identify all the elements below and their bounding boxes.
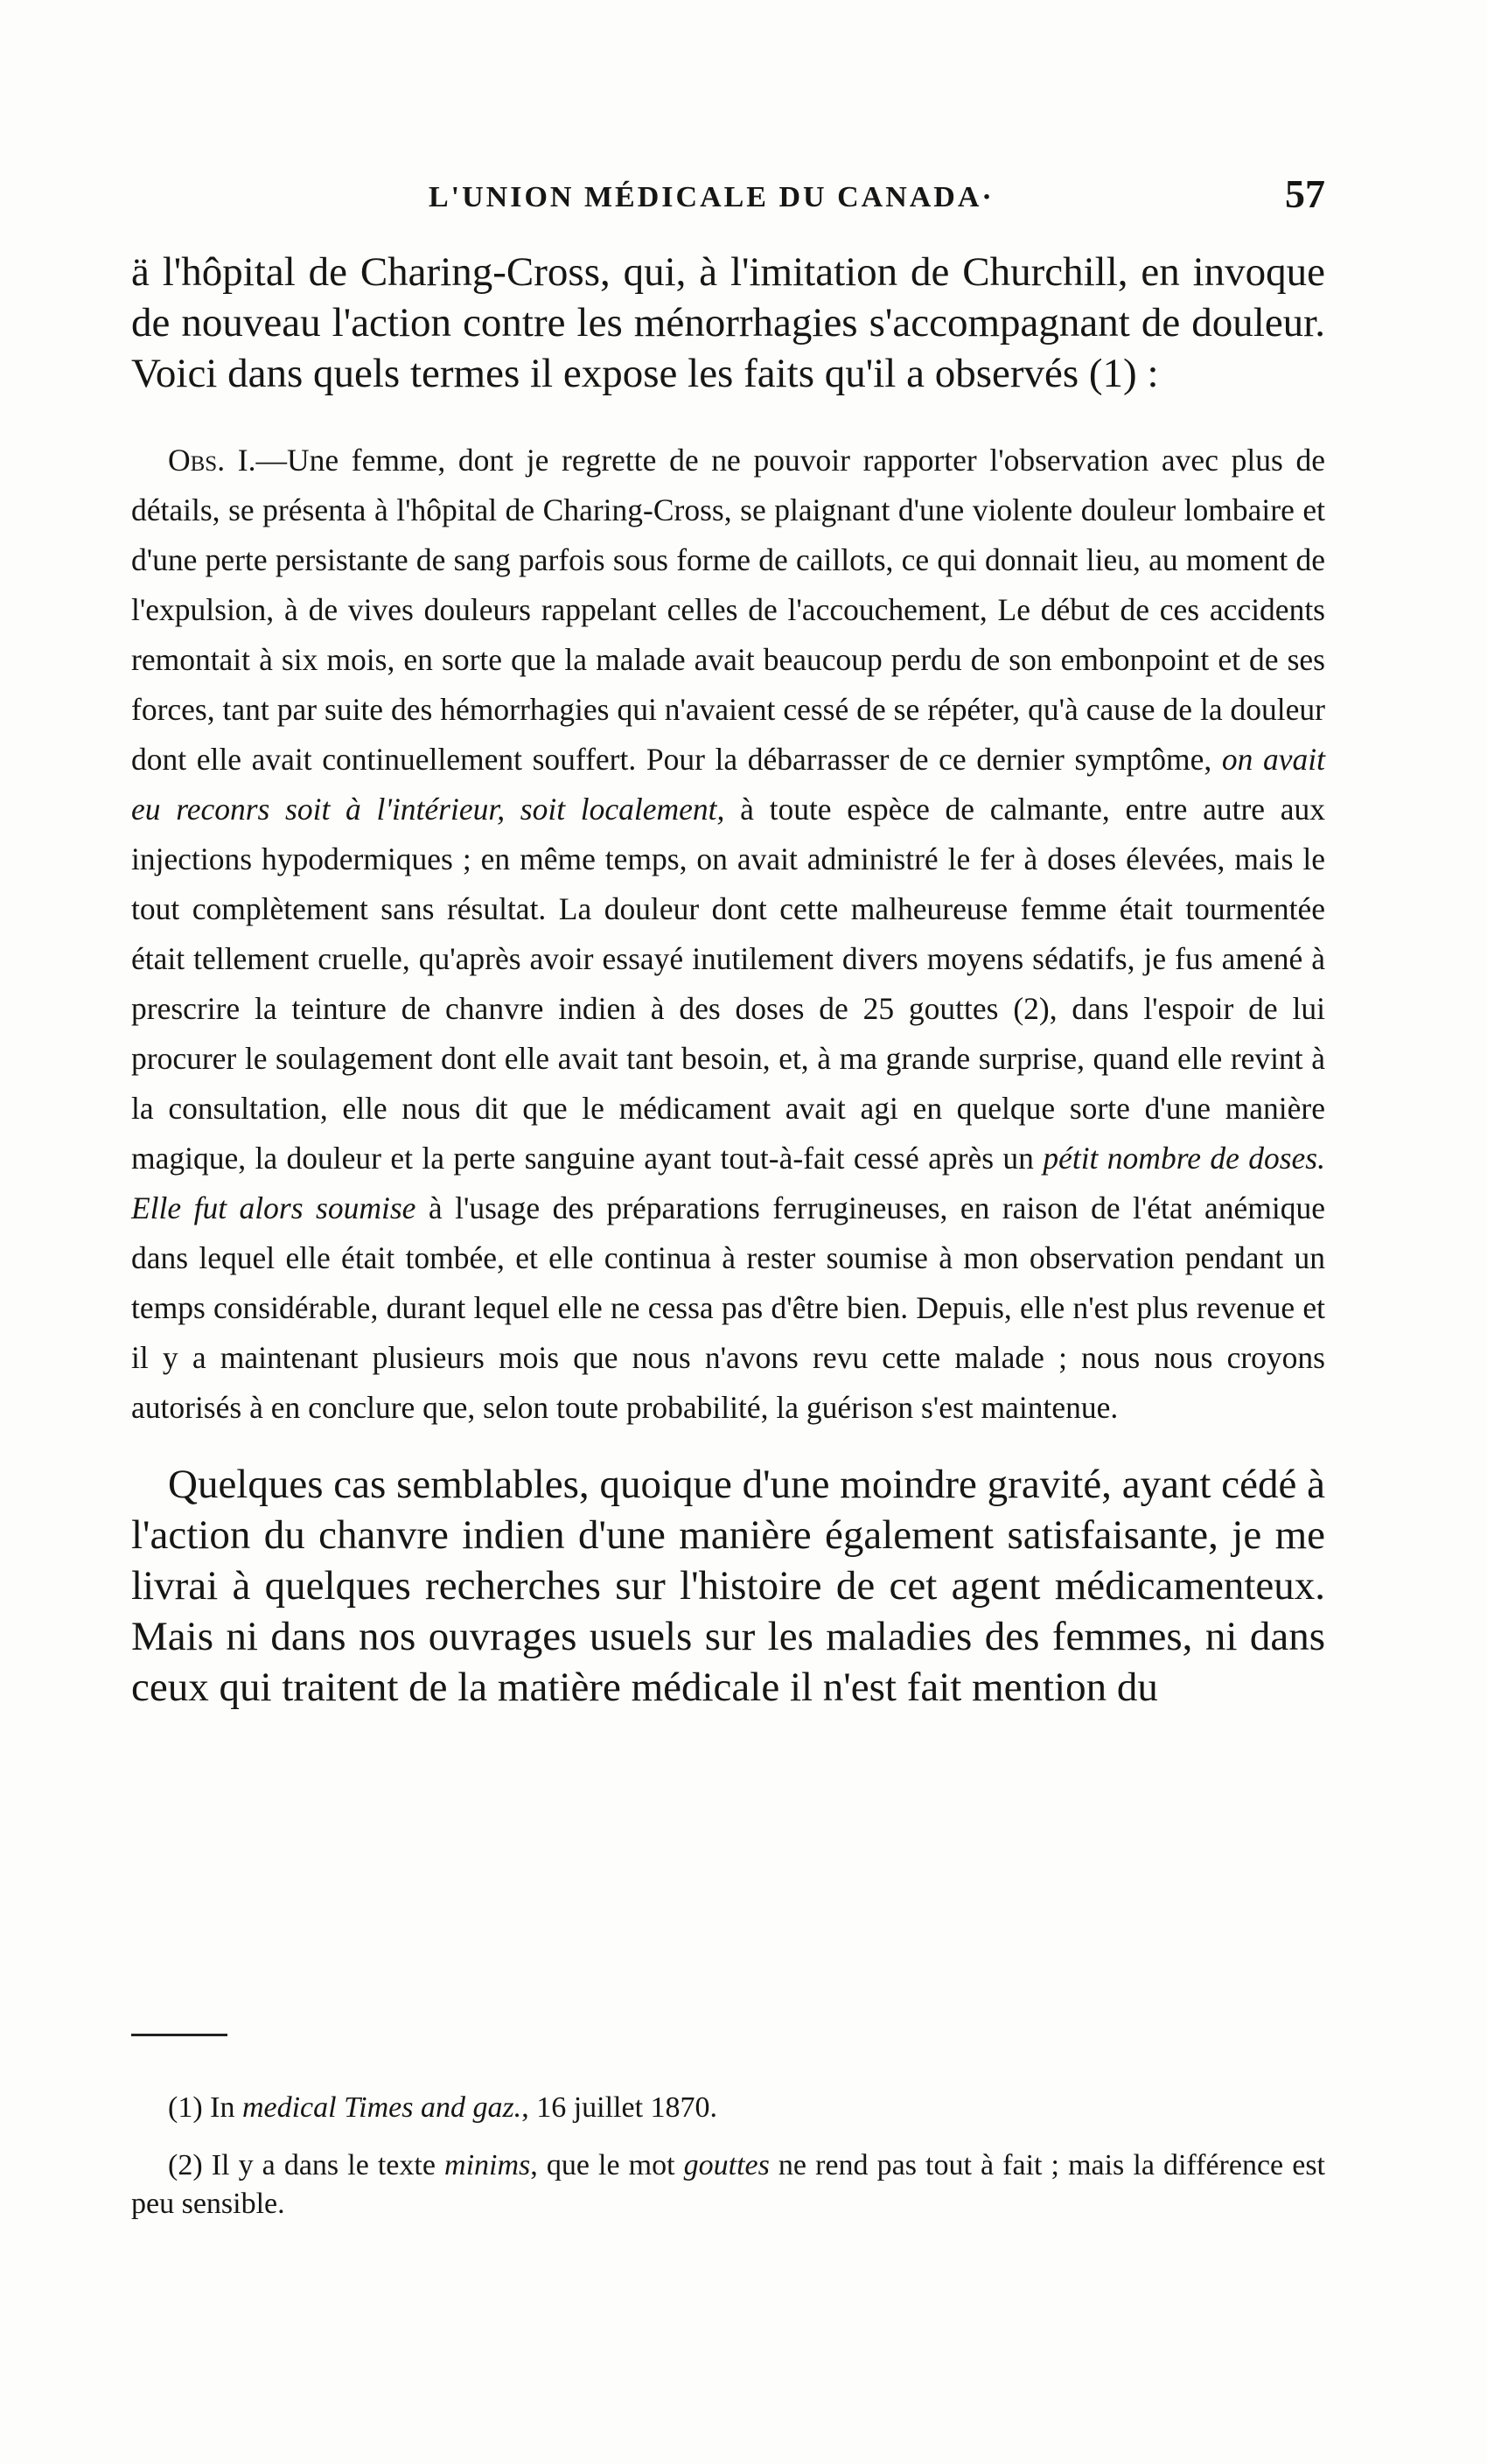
running-title: L'UNION MÉDICALE DU CANADA· (429, 181, 995, 213)
body-text (131, 247, 1325, 1713)
observation-italic-1: on avait eu reconrs soit à l'intérieur, soit localement, (131, 742, 1326, 827)
observation-label: Obs. I. (168, 443, 256, 478)
footnotes (131, 2089, 1325, 2243)
footnote-2-suffix: ne rend pas tout à fait ; mais la différence est peu sensible. (131, 2149, 1326, 2220)
footnote-2 (131, 2146, 1325, 2223)
observation-text-2: à toute espèce de calmante, entre autre aux injections hypodermiques ; en même temps, on avait administré le fer à doses élevées, mais le tout complètement sans résultat. La douleur dont cette malheureuse femme était tourmentée était tellement cruelle, qu'après avoir essayé inutilement divers moyens sédatifs, je fus amené à prescrire la teinture de chanvre indien à des doses de 25 gouttes (2), dans l'espoir de lui procurer le soulagement dont elle avait tant besoin, et, à ma grande surprise, quand elle revint à la consultation, elle nous dit que le médicament avait agi en quelque sorte d'une manière magique, la douleur et la perte sanguine ayant tout-à-fait cessé après un (131, 792, 1325, 1176)
paragraph-intro: ä l'hôpital de Charing-Cross, qui, à l'imitation de Churchill, en invoque de nouveau l'action contre les ménorrhagies s'accompagnant de douleur. Voici dans quels termes il expose les faits qu'il a observés (1) : (131, 249, 1325, 396)
observation-text-3: à l'usage des préparations ferrugineuses, en raison de l'état anémique dans lequel elle était tombée, et elle continua à rester soumise à mon observation pendant un temps considérable, durant lequel elle ne cessa pas d'être bien. Depuis, elle n'est plus revenue et il y a maintenant plusieurs mois que nous n'avons revu cette malade ; nous nous croyons autorisés à en conclure que, selon toute probabilité, la guérison s'est maintenue. (131, 1190, 1325, 1425)
observation-quote (131, 436, 1325, 1433)
page-header (131, 171, 1325, 223)
footnote-1-suffix: , 16 juillet 1870. (521, 2091, 718, 2124)
footnote-2-middle: , que le mot (530, 2149, 684, 2181)
observation-italic-2: pétit nombre de doses. Elle fut alors soumise (131, 1141, 1325, 1225)
footnote-2-prefix: (2) Il y a dans le texte (168, 2149, 445, 2181)
footnote-1-prefix: (1) In (168, 2091, 242, 2124)
observation-text-1: —Une femme, dont je regrette de ne pouvoir rapporter l'observation avec plus de détails, se présenta à l'hôpital de Charing-Cross, se plaignant d'une violente douleur lombaire et d'une perte persistante de sang parfois sous forme de caillots, ce qui donnait lieu, au moment de l'expulsion, à de vives douleurs rappelant celles de l'accouchement, Le début de ces accidents remontait à six mois, en sorte que la malade avait beaucoup perdu de son embonpoint et de ses forces, tant par suite des hémorrhagies qui n'avaient cessé de se répéter, qu'à cause de la douleur dont elle avait continuellement souffert. Pour la débarrasser de ce dernier symptôme, (131, 443, 1325, 777)
footnote-1-italic: medical Times and gaz. (241, 2091, 522, 2124)
footnote-2-italic-2: gouttes (683, 2149, 770, 2181)
footnote-1 (131, 2089, 1325, 2127)
footnote-2-italic-1: minims (444, 2149, 531, 2181)
footnote-divider (131, 2034, 227, 2036)
page-number: 57 (1285, 171, 1325, 216)
paragraph-continuation: Quelques cas semblables, quoique d'une moindre gravité, ayant cédé à l'action du chanvre indien d'une manière également satisfaisante, je me livrai à quelques recherches sur l'histoire de cet agent médicamenteux. Mais ni dans nos ouvrages usuels sur les maladies des femmes, ni dans ceux qui traitent de la matière médicale il n'est fait mention du (131, 1462, 1325, 1710)
